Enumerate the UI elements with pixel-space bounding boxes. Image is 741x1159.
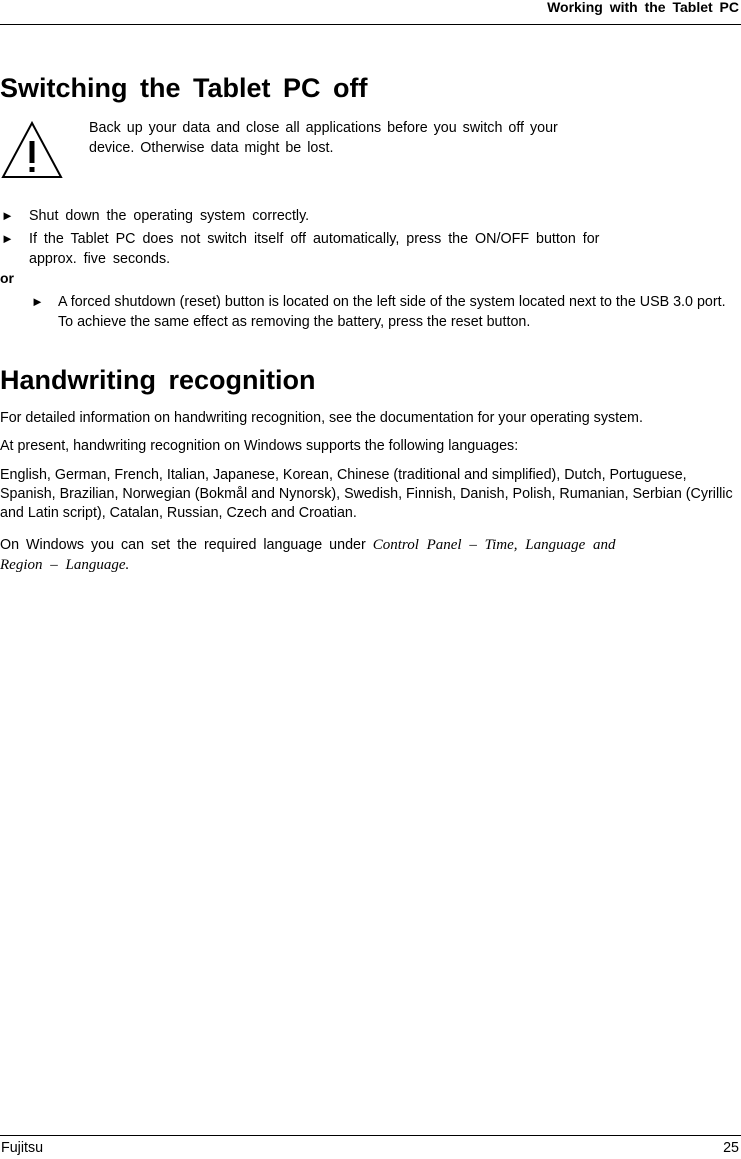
- step-press-on-off: [1, 229, 641, 269]
- paragraph-handwriting-docs: For detailed information on handwriting recognition, see the documentation for your operating system.: [0, 410, 643, 426]
- footer-rule: [0, 1135, 741, 1136]
- warning-triangle-icon: [1, 121, 63, 179]
- step-shut-down: [1, 206, 309, 226]
- warning-line-1: Back up your data and close all applications before you switch off your: [89, 120, 558, 136]
- warning-line-2: device. Otherwise data might be lost.: [89, 140, 334, 156]
- bullet-arrow-icon: ►: [31, 294, 44, 309]
- section-heading-switching-off: Switching the Tablet PC off: [0, 73, 368, 103]
- section-heading-handwriting: Handwriting recognition: [0, 365, 316, 395]
- or-label: or: [0, 270, 14, 286]
- header-rule: [0, 24, 741, 25]
- running-header: Working with the Tablet PC: [547, 0, 739, 15]
- page-number: 25: [723, 1140, 739, 1156]
- step-text: Shut down the operating system correctly.: [29, 208, 310, 224]
- step-forced-shutdown: [31, 292, 741, 332]
- bullet-arrow-icon: ►: [1, 208, 14, 223]
- step-text: If the Tablet PC does not switch itself off automatically, press the ON/OFF button for approx. five seconds.: [29, 231, 600, 267]
- set-language-lead: On Windows you can set the required language under: [0, 537, 373, 553]
- bullet-arrow-icon: ►: [1, 231, 14, 246]
- footer-brand: Fujitsu: [1, 1140, 44, 1156]
- step-text: A forced shutdown (reset) button is located on the left side of the system located next to the USB 3.0 port. To achieve the same effect as removing the battery, press the reset button.: [58, 294, 726, 330]
- paragraph-set-language: [0, 535, 650, 575]
- paragraph-supported-intro: At present, handwriting recognition on Windows supports the following languages:: [0, 438, 519, 454]
- control-panel-path: Control Panel – Time, Language and Region – Language.: [0, 537, 616, 573]
- warning-text: [89, 118, 669, 158]
- paragraph-language-list: English, German, French, Italian, Japanese, Korean, Chinese (traditional and simplified), Dutch, Portuguese, Spanish, Brazilian, Norwegian (Bokmål and Nynorsk), Swedish, Finnish, Danish, Polish, Rumanian, Serbian (Cyrillic and Latin script), Catalan, Russian, Czech and Croatian.: [0, 467, 733, 521]
